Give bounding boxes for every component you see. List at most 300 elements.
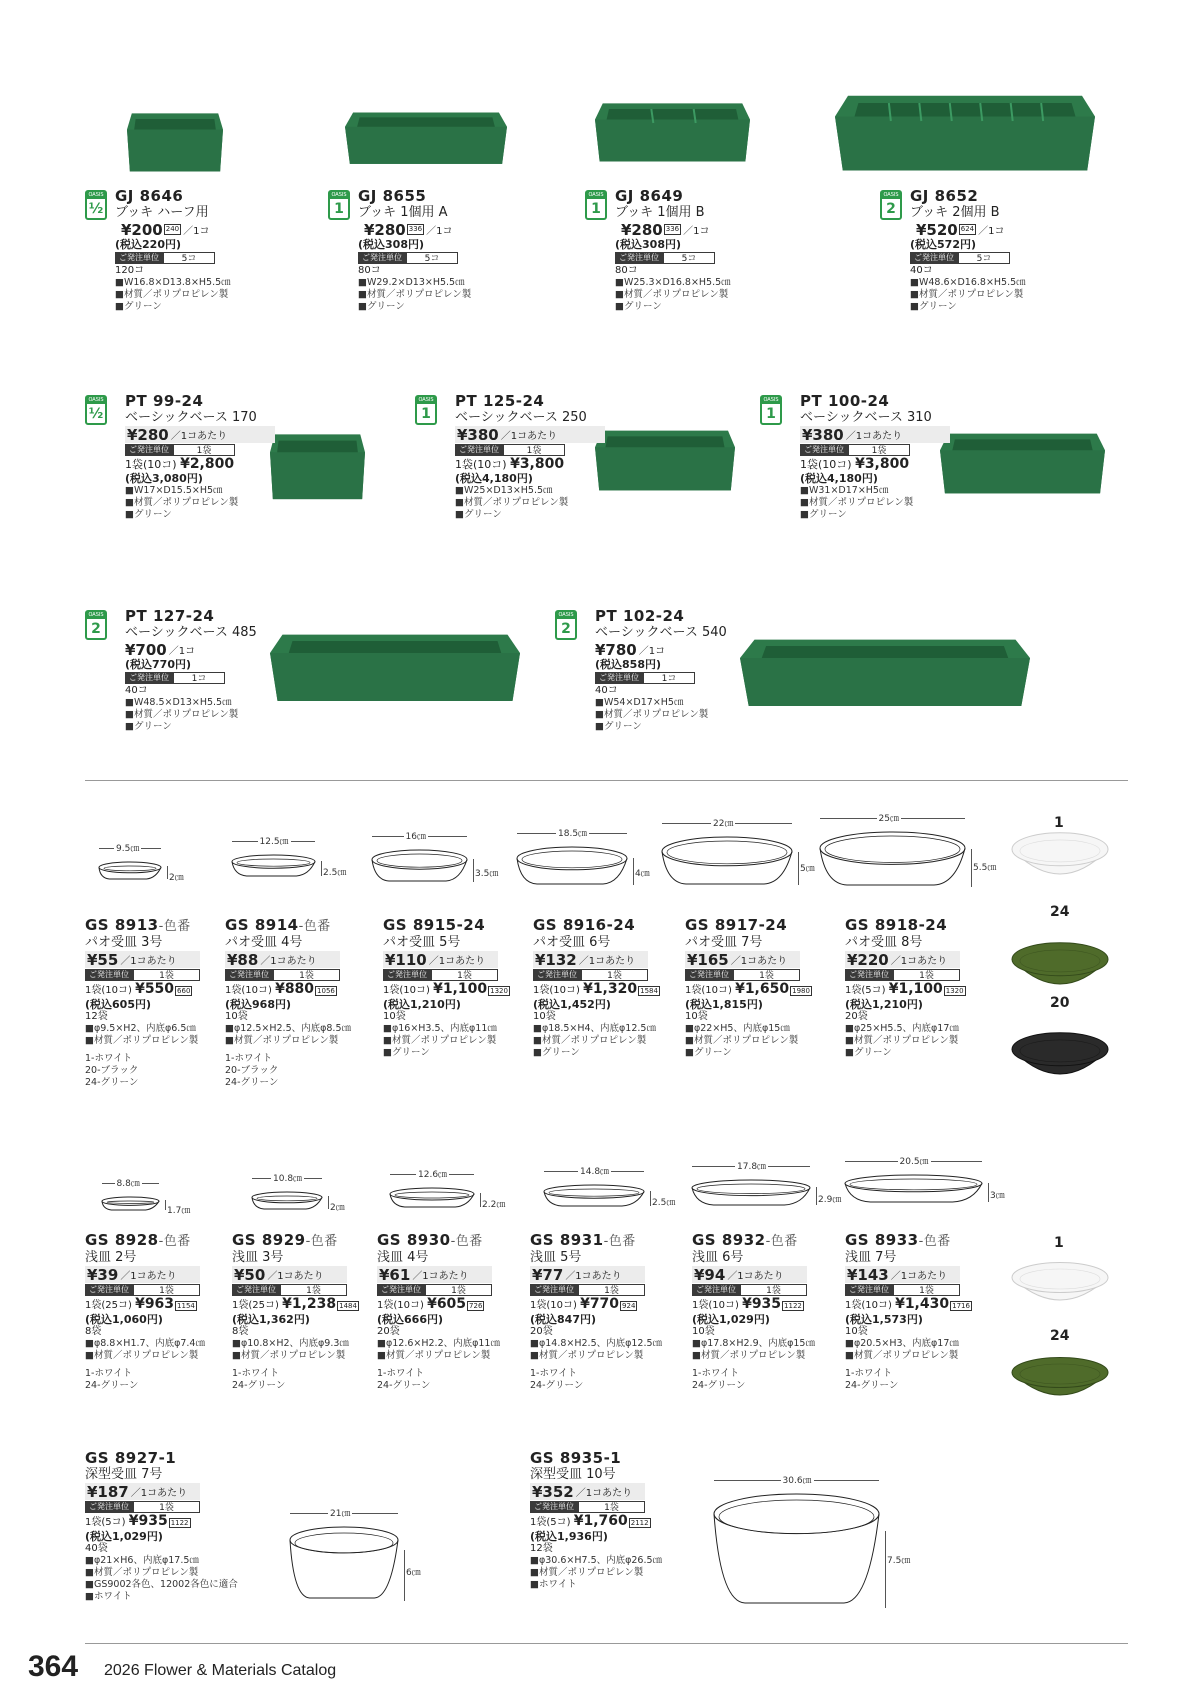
spec-line: ■φ14.8×H2.5、内底φ12.5㎝: [530, 1338, 663, 1349]
spec-line: ■φ17.8×H2.9、内底φ15㎝: [692, 1338, 815, 1349]
price-row: [232, 1266, 347, 1283]
product-code-main: GS 8914: [225, 916, 299, 934]
tray-photo: [835, 85, 1095, 175]
order-unit: [530, 1501, 645, 1513]
case-quantity: 10袋: [845, 1326, 868, 1337]
tax-price: (税込968円): [225, 998, 292, 1011]
oasis-label: OASIS: [558, 612, 574, 618]
dish-line-drawing: [100, 1195, 161, 1213]
unit-price: ¥380: [457, 425, 499, 444]
price-row: [125, 641, 295, 658]
product-name: パオ受皿 5号: [383, 935, 461, 950]
product-name: 浅皿 4号: [377, 1250, 429, 1265]
oasis-size-icon: [328, 190, 350, 220]
spec-line: ■材質／ポリプロピレン製: [225, 1035, 339, 1046]
height-dimension: 2㎝: [169, 872, 184, 883]
spec-line: ■材質／ポリプロピレン製: [125, 709, 239, 720]
tray-photo: [595, 95, 750, 165]
price-row: [845, 1266, 960, 1283]
product-name: パオ受皿 3号: [85, 935, 163, 950]
product-code: PT 125-24: [455, 392, 545, 410]
price-per: ／1コあたり: [565, 1271, 622, 1282]
tax-price: (税込4,180円): [455, 472, 533, 485]
bag-price: ¥1,760: [573, 1513, 628, 1529]
oasis-size-number: 1: [766, 406, 776, 422]
bag-price-line: [85, 1514, 260, 1530]
price-per: ／1コあたり: [170, 431, 228, 442]
height-dimension-line: [971, 849, 972, 887]
price-per: ／1コあたり: [428, 956, 486, 967]
bag-count: 1袋(10コ): [225, 985, 276, 996]
product-code-main: GS 8932: [692, 1231, 766, 1249]
height-dimension: 5.5㎝: [973, 862, 997, 873]
price-row: [115, 221, 225, 238]
case-quantity: 12袋: [530, 1543, 553, 1554]
spec-line: ■W48.6×D16.8×H5.5㎝: [910, 277, 1026, 288]
product-name: パオ受皿 8号: [845, 935, 923, 950]
oasis-size-icon: [85, 190, 107, 220]
unit-price: ¥280: [364, 220, 406, 239]
spec-line: ■材質／ポリプロピレン製: [530, 1350, 644, 1361]
unit-price: ¥88: [227, 950, 259, 969]
price-row: [533, 951, 648, 968]
order-unit: [530, 1284, 645, 1296]
width-dimension: 12.5㎝: [258, 834, 291, 847]
case-quantity: 80コ: [615, 265, 638, 276]
width-dimension: 18.5㎝: [556, 826, 589, 839]
tax-price: (税込1,573円): [845, 1313, 923, 1326]
spec-line: ■材質／ポリプロピレン製: [377, 1350, 491, 1361]
order-unit-label: ご発注単位: [225, 969, 273, 981]
order-unit: [377, 1284, 492, 1296]
height-dimension-line: [480, 1193, 481, 1207]
width-dimension: 30.6㎝: [781, 1473, 814, 1486]
spec-line: ■材質／ポリプロピレン製: [845, 1035, 959, 1046]
box-code: 336: [665, 225, 680, 233]
product-code: [225, 917, 375, 935]
price-row: [85, 1266, 200, 1283]
order-unit-label: ご発注単位: [85, 969, 133, 981]
spec-line: ■W25.3×D16.8×H5.5㎝: [615, 277, 731, 288]
spec-line: ■材質／ポリプロピレン製: [685, 1035, 799, 1046]
spec-line: ■ホワイト: [85, 1591, 132, 1602]
page-number: 364: [28, 1650, 79, 1683]
order-unit: [125, 444, 235, 456]
product-code: [85, 917, 235, 935]
product-name: ブッキ 2個用 B: [910, 205, 1000, 220]
bag-price: ¥1,430: [895, 1296, 950, 1312]
height-dimension-line: [473, 859, 474, 881]
color-options: [692, 1368, 842, 1392]
saucer-card: [692, 1232, 842, 1392]
height-dimension: 2.2㎝: [482, 1200, 506, 1210]
order-unit-value: 1袋: [893, 969, 960, 981]
product-code: [530, 1232, 680, 1250]
bag-count: 1袋(10コ): [455, 458, 511, 471]
color-option: 24-グリーン: [225, 1077, 279, 1088]
bag-price: ¥605: [427, 1296, 467, 1312]
tax-price: (税込1,362円): [232, 1313, 310, 1326]
spec-line: ■材質／ポリプロピレン製: [85, 1350, 199, 1361]
product-code: [533, 917, 683, 935]
bag-count: 1袋(10コ): [125, 458, 181, 471]
price-per: ／1コ: [683, 226, 710, 237]
unit-price: ¥280: [127, 425, 169, 444]
tray-card: [115, 188, 315, 313]
spec-line: ■φ12.6×H2.2、内底φ11㎝: [377, 1338, 500, 1349]
price-per: ／1コあたり: [890, 1271, 948, 1282]
product-name: 深型受皿 7号: [85, 1467, 163, 1482]
price-row: [530, 1483, 645, 1500]
unit-price: ¥94: [694, 1265, 726, 1284]
product-code-main: GS 8915-24: [383, 916, 486, 934]
unit-price: ¥132: [535, 950, 577, 969]
dish-line-drawing: [230, 853, 317, 879]
case-quantity: 40コ: [125, 685, 148, 696]
oasis-size-number: ½: [88, 406, 104, 422]
bag-price-line: [530, 1514, 705, 1530]
dish-line-drawing: [542, 1183, 646, 1209]
bag-price-line: [225, 982, 375, 998]
tax-price: (税込770円): [125, 658, 192, 671]
order-unit: [845, 1284, 960, 1296]
dish-line-drawing: [370, 848, 469, 884]
spec-line: ■φ18.5×H4、内底φ12.5㎝: [533, 1023, 656, 1034]
height-dimension-line: [798, 852, 799, 886]
order-unit: [85, 1501, 200, 1513]
order-unit-label: ご発注単位: [530, 1284, 578, 1296]
spec-line: ■材質／ポリプロピレン製: [800, 497, 914, 508]
spec-line: ■グリーン: [125, 721, 172, 732]
price-row: [125, 426, 275, 443]
color-suffix: -色番: [450, 1234, 483, 1249]
bag-price-line: [800, 457, 950, 472]
unit-price: ¥77: [532, 1265, 564, 1284]
price-per: ／1コあたり: [130, 1488, 188, 1499]
height-dimension: 5㎝: [800, 864, 815, 875]
bag-price: ¥935: [128, 1513, 168, 1529]
price-per: ／1コあたり: [845, 431, 903, 442]
unit-price: ¥55: [87, 950, 119, 969]
oasis-size-icon: [760, 395, 782, 425]
order-unit: [615, 252, 715, 264]
order-unit: [533, 969, 648, 981]
product-code: PT 102-24: [595, 607, 685, 625]
height-dimension-line: [885, 1531, 886, 1608]
tray-photo: [940, 425, 1105, 497]
order-unit-value: 1袋: [133, 1501, 200, 1513]
oasis-size-icon: [585, 190, 607, 220]
order-unit-value: 1袋: [431, 969, 498, 981]
color-number: 24: [1050, 1328, 1070, 1344]
price-per: ／1コあたり: [120, 956, 177, 967]
order-unit-value: 5コ: [406, 252, 458, 264]
price-per: ／1コ: [426, 226, 453, 237]
price-row: [800, 426, 950, 443]
price-row: [377, 1266, 492, 1283]
order-unit-value: 1コ: [643, 672, 695, 684]
height-dimension-line: [816, 1187, 817, 1205]
color-number: 1: [1054, 815, 1064, 831]
base-card: [455, 393, 605, 521]
product-code-main: GS 8916-24: [533, 916, 636, 934]
dish-photo: [1010, 940, 1110, 995]
dish-photo: [1010, 830, 1110, 885]
saucer-card: [845, 917, 995, 1059]
height-dimension-line: [321, 861, 322, 876]
order-unit-label: ご発注単位: [125, 444, 173, 456]
spec-line: ■グリーン: [115, 301, 162, 312]
product-code-main: GS 8928: [85, 1231, 159, 1249]
case-quantity: 12袋: [85, 1011, 108, 1022]
product-code-main: GS 8917-24: [685, 916, 788, 934]
unit-price: ¥110: [385, 950, 427, 969]
order-unit-label: ご発注単位: [383, 969, 431, 981]
tax-price: (税込308円): [615, 238, 682, 251]
spec-line: ■グリーン: [615, 301, 662, 312]
dish-line-drawing: [250, 1190, 324, 1212]
bag-price-line: [232, 1297, 382, 1313]
width-dimension: 22㎝: [711, 816, 735, 829]
spec-line: ■ホワイト: [530, 1579, 577, 1590]
color-option: 24-グリーン: [845, 1380, 899, 1391]
tray-photo: [595, 422, 735, 494]
color-number: 20: [1050, 995, 1070, 1011]
color-option: 24-グリーン: [85, 1380, 139, 1391]
spec-line: ■材質／ポリプロピレン製: [85, 1567, 199, 1578]
saucer-card: [85, 1450, 260, 1603]
order-unit-label: ご発注単位: [115, 252, 163, 264]
oasis-label: OASIS: [88, 397, 104, 403]
width-dimension: 9.5㎝: [114, 841, 141, 854]
color-option: 24-グリーン: [377, 1380, 431, 1391]
spec-line: ■φ9.5×H2、内底φ6.5㎝: [85, 1023, 196, 1034]
tray-photo: [127, 105, 223, 175]
spec-line: ■材質／ポリプロピレン製: [358, 289, 472, 300]
spec-line: ■グリーン: [910, 301, 957, 312]
product-name: ブッキ 1個用 B: [615, 205, 705, 220]
price-per: ／1コあたり: [412, 1271, 469, 1282]
bag-price: ¥770: [580, 1296, 620, 1312]
case-quantity: 10袋: [533, 1011, 556, 1022]
price-row: [615, 221, 725, 238]
spec-line: ■材質／ポリプロピレン製: [530, 1567, 644, 1578]
spec-line: ■グリーン: [845, 1047, 892, 1058]
price-per: ／1コあたり: [890, 956, 948, 967]
spec-line: ■GS9002各色、12002各色に適合: [85, 1579, 238, 1590]
price-row: [455, 426, 605, 443]
product-code-main: GS 8913: [85, 916, 159, 934]
product-code: GJ 8646: [115, 187, 184, 205]
dish-line-drawing: [843, 1173, 984, 1205]
unit-price: ¥165: [687, 950, 729, 969]
price-per: ／1コ: [168, 646, 196, 657]
spec-line: ■材質／ポリプロピレン製: [455, 497, 569, 508]
bag-price-line: [377, 1297, 527, 1313]
case-quantity: 40コ: [595, 685, 618, 696]
product-name: ブッキ 1個用 A: [358, 205, 448, 220]
order-unit: [692, 1284, 807, 1296]
unit-price: ¥39: [87, 1265, 119, 1284]
oasis-size-number: 1: [591, 201, 601, 217]
oasis-size-number: 2: [91, 621, 101, 637]
unit-price: ¥220: [847, 950, 889, 969]
box-code: 1980: [792, 987, 810, 995]
color-number: 24: [1050, 904, 1070, 920]
height-dimension: 3.5㎝: [475, 868, 499, 879]
tray-photo: [345, 105, 507, 167]
color-option: 20-ブラック: [225, 1065, 279, 1076]
case-quantity: 20袋: [845, 1011, 868, 1022]
width-dimension: 21㎝: [328, 1506, 352, 1519]
order-unit-label: ご発注単位: [455, 444, 503, 456]
box-code: 1154: [177, 1302, 195, 1310]
bag-price-line: [845, 982, 995, 998]
product-code-main: GS 8935-1: [530, 1449, 622, 1467]
order-unit-label: ご発注単位: [845, 1284, 893, 1296]
box-code: 924: [622, 1302, 636, 1310]
tax-price: (税込220円): [115, 238, 182, 251]
product-code: PT 127-24: [125, 607, 215, 625]
bag-price: ¥550: [135, 981, 175, 997]
product-code-main: GS 8927-1: [85, 1449, 177, 1467]
spec-line: ■グリーン: [800, 509, 847, 520]
spec-line: ■W16.8×D13.8×H5.5㎝: [115, 277, 231, 288]
bag-price: ¥3,800: [510, 456, 565, 472]
price-per: ／1コあたり: [575, 1488, 633, 1499]
product-code: [377, 1232, 527, 1250]
dish-photo: [1010, 1260, 1110, 1310]
spec-line: ■グリーン: [685, 1047, 732, 1058]
product-code: [530, 1450, 705, 1467]
spec-line: ■材質／ポリプロピレン製: [85, 1035, 199, 1046]
spec-line: ■材質／ポリプロピレン製: [692, 1350, 806, 1361]
order-unit-label: ご発注単位: [232, 1284, 280, 1296]
tray-card: [910, 188, 1110, 313]
order-unit: [800, 444, 910, 456]
color-suffix: -色番: [603, 1234, 636, 1249]
case-quantity: 10袋: [383, 1011, 406, 1022]
spec-line: ■φ21×H6、内底φ17.5㎝: [85, 1555, 199, 1566]
color-option: 24-グリーン: [692, 1380, 746, 1391]
spec-line: ■φ16×H3.5、内底φ11㎝: [383, 1023, 497, 1034]
bag-count: 1袋(10コ): [685, 985, 736, 996]
order-unit-value: 1袋: [740, 1284, 807, 1296]
order-unit: [845, 969, 960, 981]
product-name: ベーシックベース 310: [800, 410, 932, 425]
order-unit: [115, 252, 215, 264]
case-quantity: 10袋: [692, 1326, 715, 1337]
catalog-title: 2026 Flower & Materials Catalog: [104, 1662, 337, 1679]
product-code-main: GS 8918-24: [845, 916, 948, 934]
color-suffix: -色番: [918, 1234, 951, 1249]
saucer-card: [383, 917, 533, 1059]
color-option: 24-グリーン: [85, 1077, 139, 1088]
oasis-size-number: 2: [886, 201, 896, 217]
bag-count: 1袋(10コ): [85, 985, 136, 996]
bag-price-line: [125, 457, 275, 472]
case-quantity: 20袋: [377, 1326, 400, 1337]
bag-count: 1袋(5コ): [530, 1517, 574, 1528]
price-row: [910, 221, 1020, 238]
product-code: GJ 8649: [615, 187, 684, 205]
height-dimension: 7.5㎝: [887, 1555, 911, 1566]
order-unit-value: 1袋: [273, 969, 340, 981]
dish-photo: [1010, 1030, 1110, 1085]
height-dimension: 4㎝: [635, 868, 650, 879]
case-quantity: 40袋: [85, 1543, 108, 1554]
color-option: 1-ホワイト: [845, 1368, 893, 1379]
color-option: 24-グリーン: [530, 1380, 584, 1391]
bag-count: 1袋(10コ): [845, 1300, 896, 1311]
color-suffix: -色番: [765, 1234, 798, 1249]
product-name: ベーシックベース 250: [455, 410, 587, 425]
bag-price-line: [530, 1297, 680, 1313]
price-per: ／1コ: [183, 226, 210, 237]
unit-price: ¥50: [234, 1265, 266, 1284]
height-dimension: 3㎝: [990, 1191, 1005, 1202]
case-quantity: 10袋: [225, 1011, 248, 1022]
oasis-label: OASIS: [88, 192, 104, 198]
unit-price: ¥700: [125, 640, 167, 659]
box-code: 1716: [952, 1302, 970, 1310]
color-option: 1-ホワイト: [232, 1368, 280, 1379]
spec-line: ■φ10.8×H2、内底φ9.3㎝: [232, 1338, 349, 1349]
bag-count: 1袋(10コ): [800, 458, 856, 471]
price-row: [530, 1266, 645, 1283]
oasis-size-number: 2: [561, 621, 571, 637]
color-options: [845, 1368, 995, 1392]
height-dimension-line: [328, 1196, 329, 1209]
saucer-card: [232, 1232, 382, 1392]
price-row: [383, 951, 498, 968]
width-dimension: 16㎝: [404, 829, 428, 842]
oasis-size-icon: [85, 395, 107, 425]
bag-price-line: [85, 982, 235, 998]
bag-price: ¥1,650: [735, 981, 790, 997]
saucer-card: [225, 917, 375, 1089]
spec-line: ■グリーン: [533, 1047, 580, 1058]
tax-price: (税込1,210円): [845, 998, 923, 1011]
base-card: [800, 393, 950, 521]
oasis-label: OASIS: [588, 192, 604, 198]
tax-price: (税込1,060円): [85, 1313, 163, 1326]
oasis-label: OASIS: [883, 192, 899, 198]
price-per: ／1コあたり: [500, 431, 558, 442]
order-unit-label: ご発注単位: [800, 444, 848, 456]
bag-price: ¥880: [275, 981, 315, 997]
color-number: 1: [1054, 1235, 1064, 1251]
tax-price: (税込1,029円): [85, 1530, 163, 1543]
oasis-size-number: 1: [334, 201, 344, 217]
bag-price-line: [685, 982, 835, 998]
box-code: 660: [177, 987, 191, 995]
product-name: パオ受皿 6号: [533, 935, 611, 950]
product-code-main: GS 8933: [845, 1231, 919, 1249]
spec-line: ■W29.2×D13×H5.5㎝: [358, 277, 465, 288]
height-dimension-line: [165, 1200, 166, 1210]
spec-line: ■φ20.5×H3、内底φ17㎝: [845, 1338, 959, 1349]
tax-price: (税込3,080円): [125, 472, 203, 485]
dish-line-drawing: [388, 1186, 476, 1210]
base-card: [125, 393, 275, 521]
order-unit: [595, 672, 695, 684]
order-unit-value: 1袋: [578, 1501, 645, 1513]
bag-price: ¥3,800: [855, 456, 910, 472]
tax-price: (税込847円): [530, 1313, 597, 1326]
tray-photo: [270, 625, 520, 705]
color-option: 24-グリーン: [232, 1380, 286, 1391]
